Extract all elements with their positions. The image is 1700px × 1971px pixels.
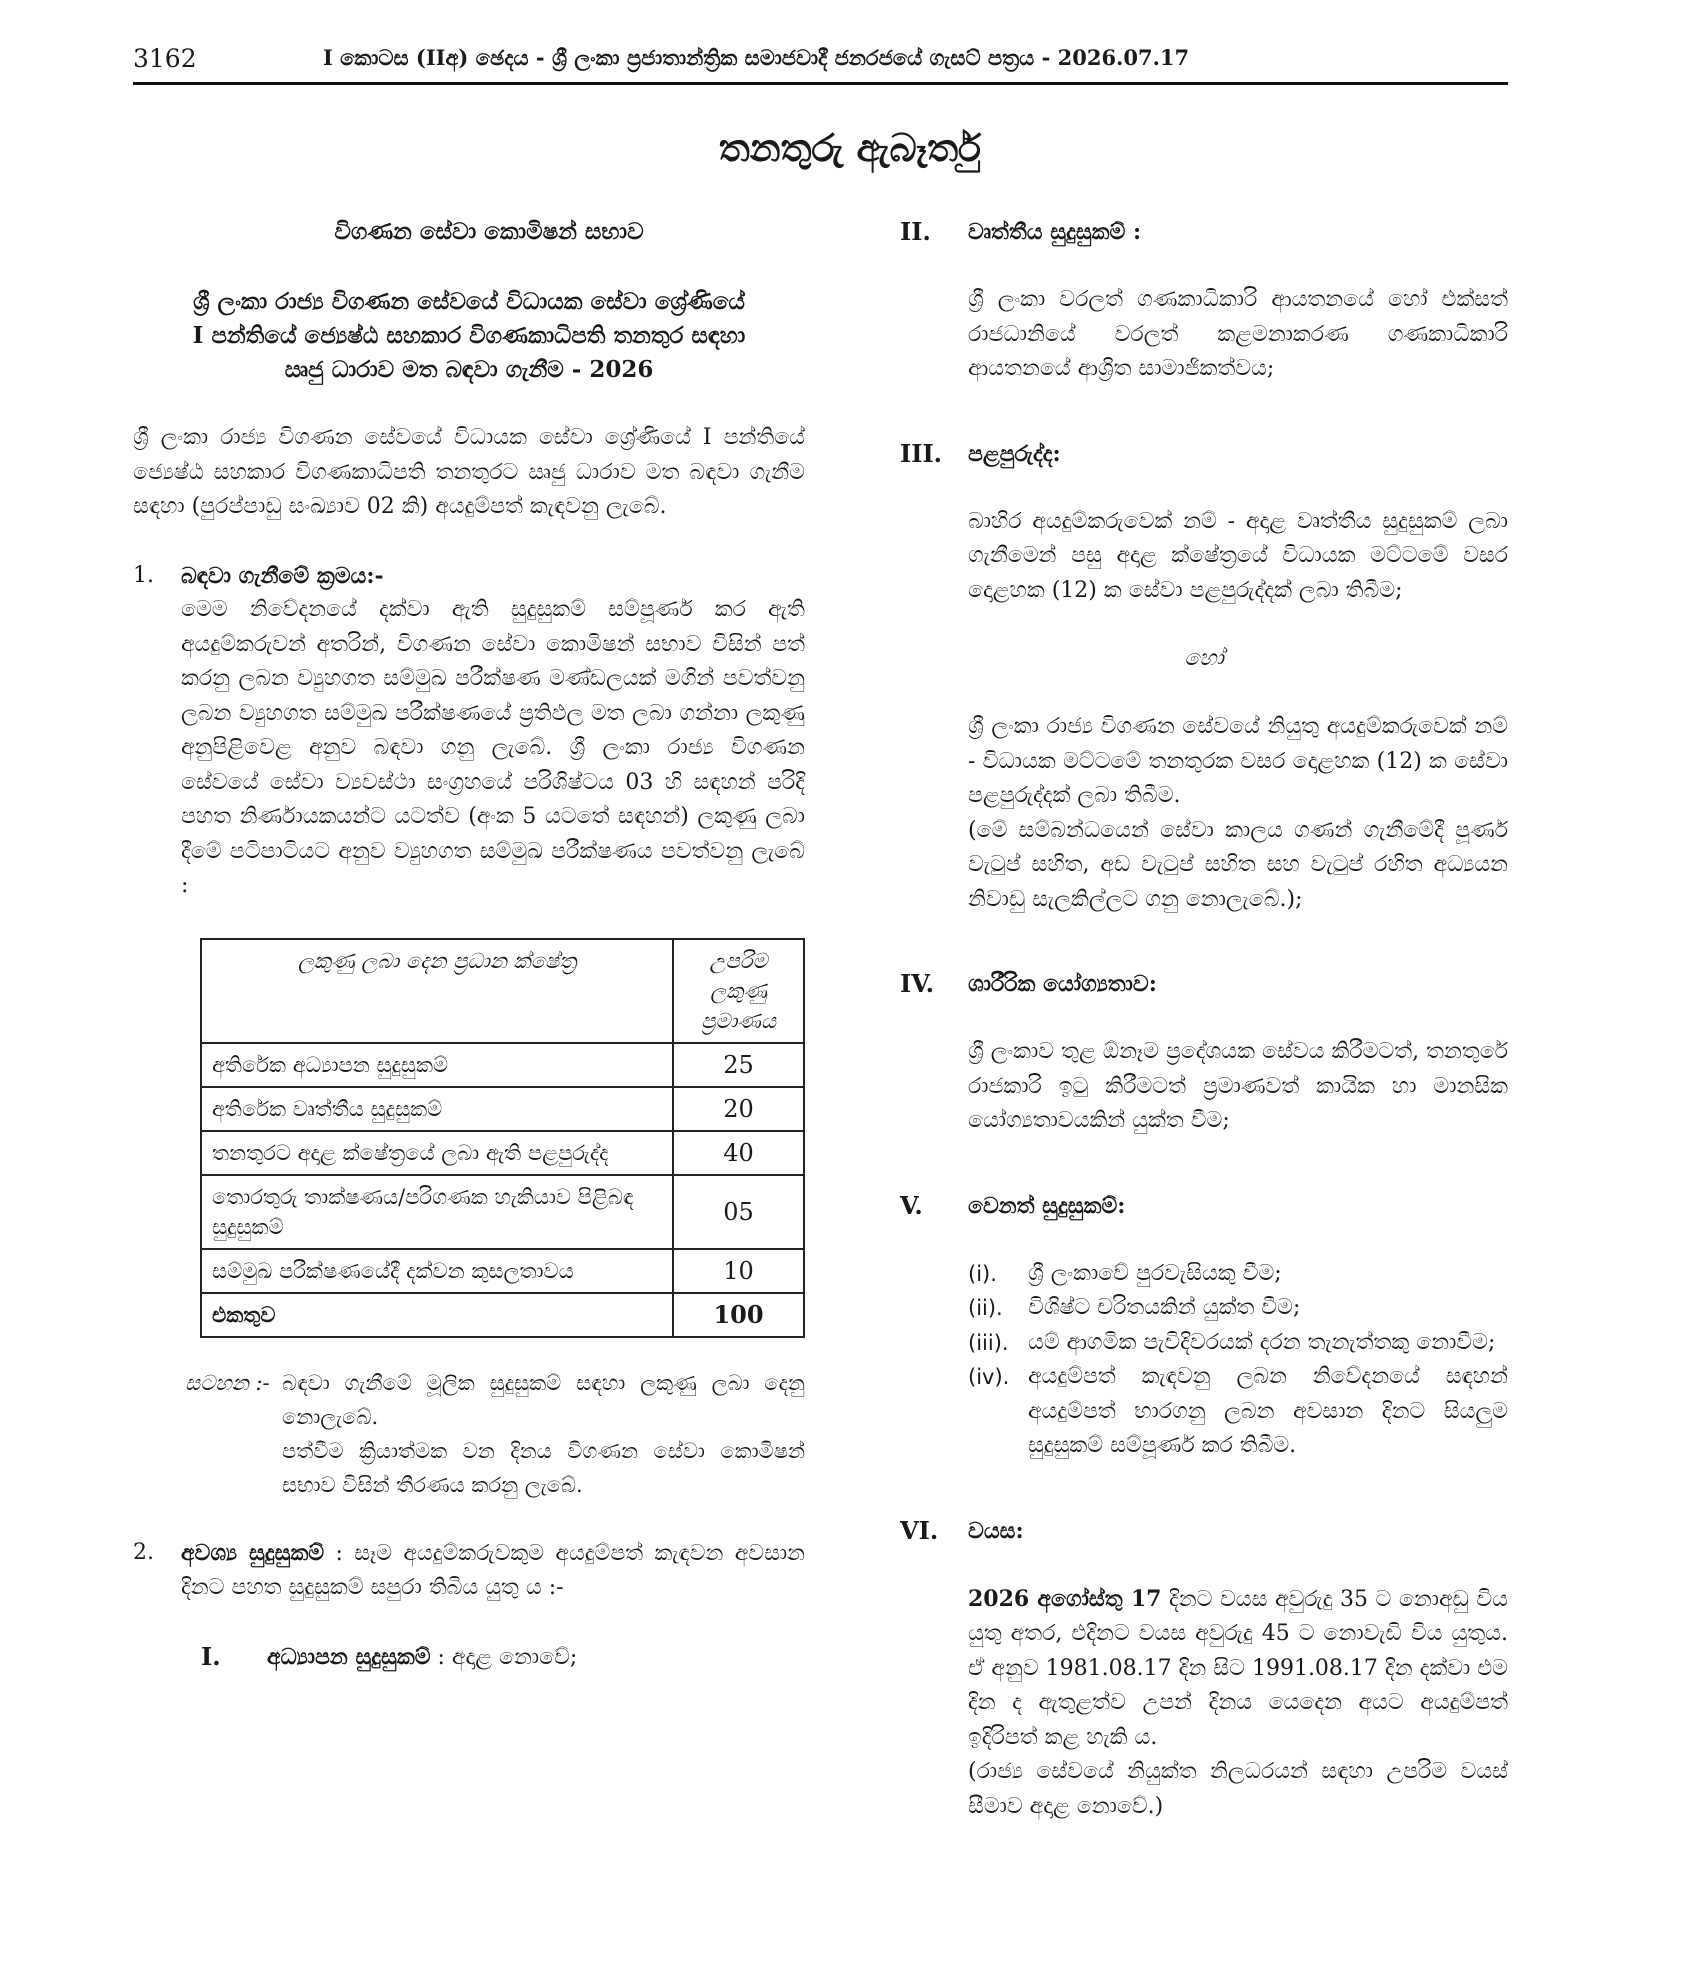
section-age (900, 1514, 1508, 1825)
age-note: (රාජ්‍ය සේවයේ නියුක්ත නිලධරයන් සඳහා උපරිම වයස් සීමාව අදාළ නොවේ.) (968, 1759, 1508, 1819)
table-cell-area: අතිරේක වෘත්තීය සුදුසුකම් (201, 1087, 673, 1131)
section-experience (900, 437, 1508, 918)
age-text: දිනට වයස අවුරුදු 35 ට නොඅඩු විය යුතු අතර, එදිනට වයස අවුරුදු 45 ට නොවැඩි විය යුතුය. ඒ අනුව 1981.08.17 දින සිට 1991.08.17 දින දක්වා එම දින ද ඇතුළත්ව උපන් දිනය යෙදෙන අයට අයදුම්පත් ඉදිරිපත් කළ හැකි ය. (968, 1586, 1508, 1750)
section-heading: වෘත්තීය සුදුසුකම් : (968, 219, 1142, 245)
section-heading: බඳවා ගැනීමේ ක්‍රමය:- (181, 562, 384, 589)
table-cell-area: තොරතුරු තාක්ෂණය/පරිගණක හැකියාව පිළිබඳ සුදුසුකම් (201, 1175, 673, 1249)
section-body (181, 1536, 805, 1606)
section-text: : සෑම අයදුම්කරුවකුම අයදුම්පත් කැඳවන අවසාන දිනට පහත සුදුසුකම් සපුරා තිබිය යුතු ය :- (181, 1540, 805, 1600)
note (185, 1366, 805, 1502)
section-heading: පළපුරුද්ද: (968, 440, 1061, 467)
list-item (968, 1326, 1508, 1361)
age-reference-date: 2026 අගෝස්තු 17 (968, 1585, 1162, 1612)
section-other-qualifications (900, 1189, 1508, 1464)
list-item-number: (ii). (968, 1296, 1003, 1320)
table-cell-marks: 05 (673, 1175, 804, 1249)
table-cell-marks: 20 (673, 1087, 804, 1131)
table-row (201, 1131, 804, 1175)
list-item (968, 1257, 1508, 1292)
note-label: සටහන :- (185, 1370, 270, 1395)
list-item-text: ශ්‍රී ලංකාවේ පුරවැසියකු වීම; (1028, 1260, 1282, 1286)
section-heading: ශාරීරික යෝග්‍යතාව: (968, 971, 1157, 997)
table-total-row (201, 1293, 804, 1337)
note-line-1: බඳවා ගැනීමේ මූලික සුදුසුකම් සඳහා ලකුණු ලබා දෙනු නොලැබේ. (282, 1370, 805, 1429)
item-number: I. (201, 1641, 221, 1671)
main-title: තනතුරු ඇබෑර්තු (718, 125, 982, 170)
list-item-number: (i). (968, 1261, 997, 1286)
section-professional-qualifications (900, 215, 1508, 387)
list-item-number: (iv). (968, 1365, 1010, 1389)
table-cell-area: අතිරේක අධ්‍යාපන සුදුසුකම් (201, 1043, 673, 1087)
section-physical-fitness (900, 967, 1508, 1139)
list-item-number: (iii). (968, 1330, 1009, 1355)
other-qualifications-list (968, 1257, 1508, 1464)
section-number: V. (900, 1190, 923, 1220)
section-required-qualifications (133, 1536, 805, 1606)
note-line-2: පත්වීම ක්‍රියාත්මක වන දිනය විගණන සේවා කොමිෂන් සභාව විසින් තීරණය කරනු ලැබේ. (282, 1438, 805, 1497)
section-number: II. (900, 217, 931, 246)
section-body: ශ්‍රී ලංකා වරලත් ගණකාධිකාරි ආයතනයේ හෝ එක්සත් රාජධානියේ වරලත් කළමනාකරණ ගණකාධිකාරි ආයතනයේ ආශ්‍රිත සාමාජිකත්වය; (968, 287, 1508, 381)
section-heading: අවශ්‍ය සුදුසුකම් (181, 1539, 325, 1566)
section-body-internal: ශ්‍රී ලංකා රාජ්‍ය විගණන සේවයේ නියුතු අයදුම්කරුවෙක් නම් - විධායක මට්ටමේ තනතුරක වසර දොළහක (12) ක සේවා පළපුරුද්දක් ලබා තිබීම. (968, 714, 1508, 808)
table-row (201, 1175, 804, 1249)
running-head: I කොටස (IIඅ) ඡෙදය - ශ්‍රී ලංකා ප්‍රජාතාන්ත්‍රික සමාජවාදී ජනරජයේ ගැසට් පත්‍රය - 2026.07.17 (323, 45, 1190, 70)
section-number: 2. (133, 1539, 154, 1565)
page-number: 3162 (133, 44, 197, 73)
section-heading: වෙනත් සුදුසුකම්: (968, 1192, 1126, 1219)
table-total-label: එකතුව (201, 1293, 673, 1337)
notice-title-line-2: I පන්තියේ ජ්‍යෙෂ්ඨ සහකාර විගණකාධිපති තනතුර සඳහා (192, 322, 746, 349)
table-header-row (201, 939, 804, 1043)
or-separator: හෝ (1184, 646, 1224, 671)
section-body: මෙම නිවේදනයේ දක්වා ඇති සුදුසුකම් සම්පූර්ණ කර ඇති අයදුම්කරුවන් අතරින්, විගණන සේවා කොමිෂන් සභාව විසින් පත් කරනු ලබන ව්‍යුහගත සම්මුඛ පරීක්ෂණ මණ්ඩලයක් මගින් පවත්වනු ලබන ව්‍යුහගත සම්මුඛ පරීක්ෂණයේ ප්‍රතිඵල මත ලබා ගන්නා ලකුණු අනුපිළිවෙළ අනුව බඳවා ගනු ලැබේ. ශ්‍රී ලංකා රාජ්‍ය විගණන සේවයේ සේවා ව්‍යවස්ථා සංග්‍රහයේ පරිශිෂ්ටය 03 හි සඳහන් පරිදි පහත නිර්ණායකයන්ට යටත්ව (අංක 5 යටතේ සඳහන්) ලකුණු ලබා දීමේ පටිපාටියට අනුව ව්‍යුහගත සම්මුඛ පරීක්ෂණය පවත්වනු ලැබේ : (181, 597, 805, 898)
item-text (267, 1640, 805, 1675)
intro-paragraph: ශ්‍රී ලංකා රාජ්‍ය විගණන සේවයේ විධායක සේවා ශ්‍රේණියේ I පන්තියේ ජ්‍යෙෂ්ඨ සහකාර විගණකාධිපති තනතුරට ඍජු ධාරාව මත බඳවා ගැනීම සඳහා (පුරප්පාඩු සංඛ්‍යාව 02 කි) අයදුම්පත් කැඳවනු ලැබේ. (133, 425, 805, 519)
section-number: 1. (133, 562, 154, 588)
item-value: : අදාළ නොවේ; (430, 1644, 578, 1670)
list-item-text: විශිෂ්ට චරිතයකින් යුක්ත වීම; (1028, 1295, 1301, 1320)
item-heading: අධ්‍යාපන සුදුසුකම් (267, 1643, 431, 1670)
table-row (201, 1087, 804, 1131)
section-recruitment-method (133, 559, 805, 904)
section-body-external: බාහිර අයදුම්කරුවෙක් නම් - අදාළ වෘත්තීය සුදුසුකම් ලබා ගැනීමෙන් පසු අදාළ ක්ෂේත්‍රයේ විධායක මට්ටමේ වසර දොළහක (12) ක සේවා පළපුරුද්දක් ලබා තිබීම; (968, 508, 1508, 603)
table-cell-area: තනතුරට අදාළ ක්ෂේත්‍රයේ ලබා ඇති පළපුරුද්ද (201, 1131, 673, 1175)
right-column (900, 215, 1508, 1824)
list-item (968, 1291, 1508, 1326)
page-header (133, 38, 1508, 85)
table-header-max: උපරිම ලකුණු ප්‍රමාණය (673, 939, 804, 1043)
list-item (968, 1360, 1508, 1464)
section-number: VI. (900, 1515, 939, 1545)
section-body: ශ්‍රී ලංකාව තුළ ඕනෑම ප්‍රදේශයක සේවය කිරීමටත්, තනතුරේ රාජකාරි ඉටු කිරීමටත් ප්‍රමාණවත් කායික හා මානසික යෝග්‍යතාවයකින් යුක්ත වීම; (968, 1039, 1508, 1133)
table-cell-marks: 40 (673, 1131, 804, 1175)
table-total-value: 100 (673, 1293, 804, 1337)
table-cell-marks: 10 (673, 1249, 804, 1293)
notice-title-line-1: ශ්‍රී ලංකා රාජ්‍ය විගණන සේවයේ විධායක සේවා ශ්‍රේණියේ (193, 288, 745, 315)
list-item-text: අයදුම්පත් කැඳවනු ලබන නිවේදනයේ සඳහන් අයදුම්පත් භාරගනු ලබන අවසාන දිනට සියලුම සුදුසුකම් සම්පූර්ණ කර තිබීම. (1028, 1364, 1508, 1458)
table-row (201, 1043, 804, 1087)
section-body (968, 1582, 1508, 1756)
left-column (133, 215, 805, 1675)
section-number: III. (900, 438, 943, 468)
section-heading: වයස: (968, 1517, 1024, 1544)
section-body-note: (මේ සම්බන්ධයෙන් සේවා කාලය ගණන් ගැනීමේදී පූර්ණ වැටුප් සහිත, අඩ වැටුප් සහිත සහ වැටුප් රහිත අධ්‍යයන නිවාඩු සැලකිල්ලට ගනු නොලැබේ.); (968, 817, 1508, 912)
notice-title-line-3: ඍජු ධාරාව මත බඳවා ගැනීම - 2026 (284, 356, 654, 383)
list-item-text: යම් ආගමික පැවිදිවරයක් දරන තැනැත්තකු නොවීම; (1028, 1329, 1496, 1355)
table-cell-marks: 25 (673, 1043, 804, 1087)
table-cell-area: සම්මුඛ පරීක්ෂණයේදී දක්වන කුසලතාවය (201, 1249, 673, 1293)
notice-title (133, 285, 805, 387)
educational-qualifications (201, 1640, 805, 1675)
section-number: IV. (900, 969, 935, 998)
table-row (201, 1249, 804, 1293)
organization-title: විගණන සේවා කොමිෂන් සභාව (334, 218, 644, 245)
marks-table (200, 938, 805, 1338)
table-header-area: ලකුණු ලබා දෙන ප්‍රධාන ක්ෂේත්‍ර (201, 939, 673, 1043)
